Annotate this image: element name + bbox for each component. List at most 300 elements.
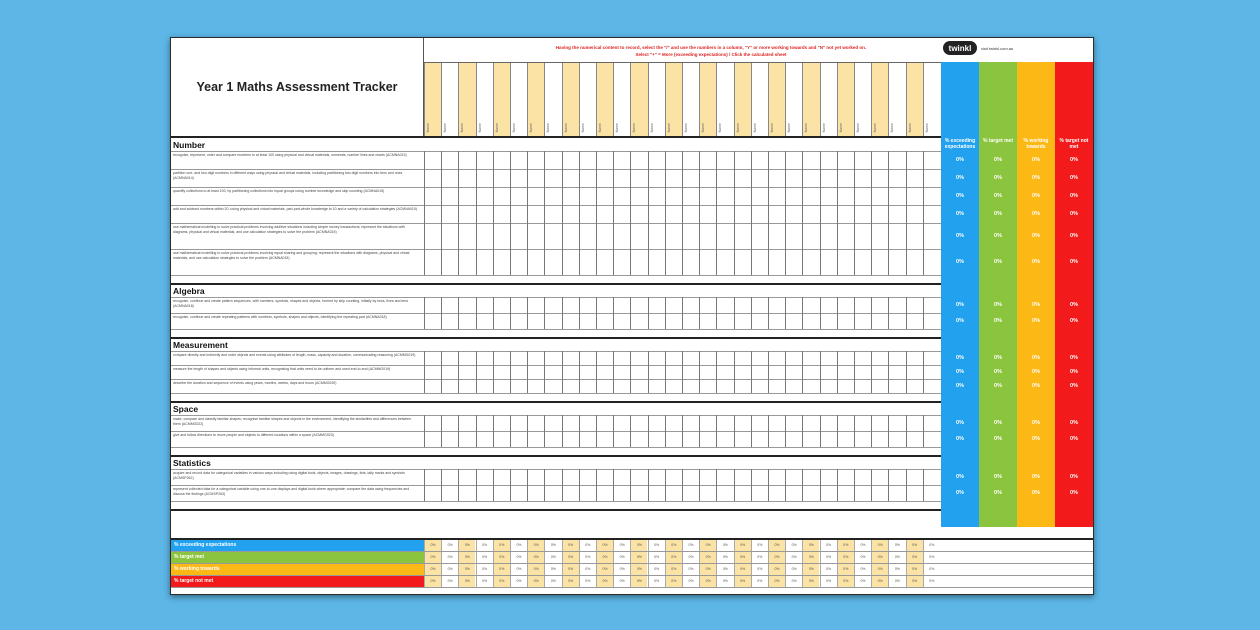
assessment-cell[interactable] [837,469,854,485]
assessment-cell[interactable] [630,469,647,485]
assessment-cell[interactable] [871,205,888,223]
assessment-cell[interactable] [716,431,733,447]
assessment-cell[interactable] [476,365,493,379]
assessment-cell[interactable] [682,187,699,205]
assessment-cell[interactable] [734,469,751,485]
assessment-cell[interactable] [871,297,888,313]
assessment-cell[interactable] [871,249,888,275]
assessment-cell[interactable] [837,223,854,249]
assessment-cell[interactable] [699,415,716,431]
assessment-cell[interactable] [648,415,665,431]
assessment-cell[interactable] [613,485,630,501]
assessment-cell[interactable] [424,379,441,393]
assessment-cell[interactable] [579,415,596,431]
assessment-cell[interactable] [768,365,785,379]
assessment-cell[interactable] [785,313,802,329]
assessment-cell[interactable] [751,313,768,329]
assessment-cell[interactable] [562,313,579,329]
assessment-cell[interactable] [441,249,458,275]
assessment-cell[interactable] [596,485,613,501]
assessment-cell[interactable] [458,223,475,249]
assessment-cell[interactable] [802,187,819,205]
assessment-cell[interactable] [699,379,716,393]
assessment-cell[interactable] [596,469,613,485]
assessment-cell[interactable] [476,205,493,223]
assessment-cell[interactable] [441,187,458,205]
assessment-cell[interactable] [493,169,510,187]
assessment-cell[interactable] [871,169,888,187]
assessment-cell[interactable] [716,205,733,223]
assessment-cell[interactable] [699,351,716,365]
pupil-name-header[interactable] [785,62,802,136]
assessment-cell[interactable] [734,415,751,431]
assessment-cell[interactable] [579,365,596,379]
assessment-cell[interactable] [820,415,837,431]
assessment-cell[interactable] [510,297,527,313]
assessment-cell[interactable] [871,313,888,329]
assessment-cell[interactable] [820,469,837,485]
assessment-cell[interactable] [476,187,493,205]
assessment-cell[interactable] [699,169,716,187]
assessment-cell[interactable] [871,151,888,169]
assessment-cell[interactable] [424,249,441,275]
assessment-cell[interactable] [888,485,905,501]
assessment-cell[interactable] [820,187,837,205]
assessment-cell[interactable] [630,431,647,447]
assessment-cell[interactable] [613,205,630,223]
assessment-cell[interactable] [544,205,561,223]
assessment-cell[interactable] [768,379,785,393]
assessment-cell[interactable] [544,223,561,249]
assessment-cell[interactable] [716,223,733,249]
assessment-cell[interactable] [802,485,819,501]
assessment-cell[interactable] [837,485,854,501]
assessment-cell[interactable] [510,469,527,485]
assessment-cell[interactable] [510,313,527,329]
assessment-cell[interactable] [648,205,665,223]
assessment-cell[interactable] [871,187,888,205]
assessment-cell[interactable] [562,249,579,275]
assessment-cell[interactable] [648,313,665,329]
assessment-cell[interactable] [785,365,802,379]
assessment-cell[interactable] [802,223,819,249]
assessment-cell[interactable] [493,379,510,393]
assessment-cell[interactable] [699,313,716,329]
assessment-cell[interactable] [424,431,441,447]
assessment-cell[interactable] [596,365,613,379]
assessment-cell[interactable] [906,379,923,393]
pupil-name-header[interactable] [493,62,510,136]
assessment-cell[interactable] [510,169,527,187]
assessment-cell[interactable] [734,431,751,447]
assessment-cell[interactable] [544,415,561,431]
pupil-name-header[interactable] [424,62,441,136]
assessment-cell[interactable] [544,365,561,379]
assessment-cell[interactable] [613,469,630,485]
assessment-cell[interactable] [458,379,475,393]
assessment-cell[interactable] [579,169,596,187]
assessment-cell[interactable] [665,313,682,329]
assessment-cell[interactable] [802,313,819,329]
assessment-cell[interactable] [785,351,802,365]
assessment-cell[interactable] [630,205,647,223]
assessment-cell[interactable] [510,249,527,275]
assessment-cell[interactable] [734,223,751,249]
assessment-cell[interactable] [837,249,854,275]
assessment-cell[interactable] [441,351,458,365]
assessment-cell[interactable] [596,415,613,431]
pupil-name-header[interactable] [665,62,682,136]
assessment-cell[interactable] [527,469,544,485]
assessment-cell[interactable] [682,431,699,447]
assessment-cell[interactable] [493,431,510,447]
assessment-cell[interactable] [527,379,544,393]
assessment-cell[interactable] [648,469,665,485]
assessment-cell[interactable] [510,151,527,169]
assessment-cell[interactable] [785,249,802,275]
assessment-cell[interactable] [493,485,510,501]
assessment-cell[interactable] [458,187,475,205]
assessment-cell[interactable] [665,365,682,379]
assessment-cell[interactable] [682,151,699,169]
assessment-cell[interactable] [802,365,819,379]
assessment-cell[interactable] [544,169,561,187]
assessment-cell[interactable] [613,365,630,379]
assessment-cell[interactable] [751,431,768,447]
assessment-cell[interactable] [579,431,596,447]
assessment-cell[interactable] [768,223,785,249]
pupil-name-header[interactable] [458,62,475,136]
assessment-cell[interactable] [871,223,888,249]
assessment-cell[interactable] [493,249,510,275]
assessment-cell[interactable] [906,365,923,379]
assessment-cell[interactable] [837,351,854,365]
assessment-cell[interactable] [768,469,785,485]
assessment-cell[interactable] [802,169,819,187]
assessment-cell[interactable] [699,431,716,447]
assessment-cell[interactable] [613,313,630,329]
assessment-cell[interactable] [476,249,493,275]
assessment-cell[interactable] [562,365,579,379]
assessment-cell[interactable] [476,297,493,313]
assessment-cell[interactable] [734,187,751,205]
assessment-cell[interactable] [888,351,905,365]
assessment-cell[interactable] [768,351,785,365]
assessment-cell[interactable] [544,431,561,447]
assessment-cell[interactable] [716,297,733,313]
assessment-cell[interactable] [888,469,905,485]
assessment-cell[interactable] [665,205,682,223]
assessment-cell[interactable] [510,187,527,205]
assessment-cell[interactable] [888,169,905,187]
assessment-cell[interactable] [527,205,544,223]
assessment-cell[interactable] [596,431,613,447]
assessment-cell[interactable] [888,205,905,223]
assessment-cell[interactable] [630,169,647,187]
assessment-cell[interactable] [665,415,682,431]
assessment-cell[interactable] [871,485,888,501]
assessment-cell[interactable] [699,187,716,205]
assessment-cell[interactable] [923,169,940,187]
assessment-cell[interactable] [682,205,699,223]
assessment-cell[interactable] [734,249,751,275]
assessment-cell[interactable] [751,379,768,393]
assessment-cell[interactable] [888,187,905,205]
assessment-cell[interactable] [544,249,561,275]
assessment-cell[interactable] [716,469,733,485]
assessment-cell[interactable] [562,415,579,431]
assessment-cell[interactable] [630,151,647,169]
assessment-cell[interactable] [699,469,716,485]
assessment-cell[interactable] [648,379,665,393]
assessment-cell[interactable] [734,485,751,501]
assessment-cell[interactable] [682,169,699,187]
assessment-cell[interactable] [527,187,544,205]
assessment-cell[interactable] [510,205,527,223]
assessment-cell[interactable] [888,223,905,249]
assessment-cell[interactable] [493,151,510,169]
assessment-cell[interactable] [854,169,871,187]
pupil-name-header[interactable] [613,62,630,136]
assessment-cell[interactable] [596,151,613,169]
assessment-cell[interactable] [458,297,475,313]
assessment-cell[interactable] [923,223,940,249]
assessment-cell[interactable] [854,223,871,249]
assessment-cell[interactable] [785,297,802,313]
pupil-name-header[interactable] [854,62,871,136]
assessment-cell[interactable] [613,169,630,187]
assessment-cell[interactable] [802,249,819,275]
assessment-cell[interactable] [458,415,475,431]
assessment-cell[interactable] [837,365,854,379]
assessment-cell[interactable] [785,151,802,169]
assessment-cell[interactable] [888,151,905,169]
assessment-cell[interactable] [751,151,768,169]
assessment-cell[interactable] [424,187,441,205]
assessment-cell[interactable] [648,169,665,187]
assessment-cell[interactable] [476,469,493,485]
assessment-cell[interactable] [682,297,699,313]
assessment-cell[interactable] [596,297,613,313]
assessment-cell[interactable] [579,151,596,169]
assessment-cell[interactable] [734,351,751,365]
assessment-cell[interactable] [820,365,837,379]
assessment-cell[interactable] [510,431,527,447]
assessment-cell[interactable] [785,469,802,485]
assessment-cell[interactable] [734,205,751,223]
assessment-cell[interactable] [527,297,544,313]
assessment-cell[interactable] [476,379,493,393]
assessment-cell[interactable] [579,223,596,249]
assessment-cell[interactable] [820,485,837,501]
assessment-cell[interactable] [682,249,699,275]
assessment-cell[interactable] [682,415,699,431]
pupil-name-header[interactable] [699,62,716,136]
assessment-cell[interactable] [493,187,510,205]
assessment-cell[interactable] [906,485,923,501]
assessment-cell[interactable] [424,169,441,187]
assessment-cell[interactable] [630,313,647,329]
assessment-cell[interactable] [854,249,871,275]
assessment-cell[interactable] [699,205,716,223]
assessment-cell[interactable] [544,297,561,313]
assessment-cell[interactable] [458,351,475,365]
assessment-cell[interactable] [923,431,940,447]
assessment-cell[interactable] [802,205,819,223]
assessment-cell[interactable] [458,469,475,485]
assessment-cell[interactable] [716,485,733,501]
assessment-cell[interactable] [768,297,785,313]
assessment-cell[interactable] [751,187,768,205]
assessment-cell[interactable] [854,297,871,313]
assessment-cell[interactable] [906,151,923,169]
assessment-cell[interactable] [630,485,647,501]
assessment-cell[interactable] [665,249,682,275]
assessment-cell[interactable] [682,223,699,249]
assessment-cell[interactable] [785,415,802,431]
assessment-cell[interactable] [751,469,768,485]
assessment-cell[interactable] [613,351,630,365]
pupil-name-header[interactable] [648,62,665,136]
assessment-cell[interactable] [562,205,579,223]
assessment-cell[interactable] [906,415,923,431]
assessment-cell[interactable] [648,485,665,501]
assessment-cell[interactable] [923,151,940,169]
assessment-cell[interactable] [871,415,888,431]
assessment-cell[interactable] [888,249,905,275]
assessment-cell[interactable] [716,187,733,205]
assessment-cell[interactable] [888,431,905,447]
assessment-cell[interactable] [510,365,527,379]
assessment-cell[interactable] [716,415,733,431]
assessment-cell[interactable] [596,205,613,223]
assessment-cell[interactable] [544,351,561,365]
assessment-cell[interactable] [682,351,699,365]
assessment-cell[interactable] [476,223,493,249]
assessment-cell[interactable] [820,205,837,223]
assessment-cell[interactable] [562,379,579,393]
assessment-cell[interactable] [923,469,940,485]
assessment-cell[interactable] [699,485,716,501]
pupil-name-header[interactable] [768,62,785,136]
assessment-cell[interactable] [682,379,699,393]
assessment-cell[interactable] [510,223,527,249]
assessment-cell[interactable] [751,223,768,249]
assessment-cell[interactable] [837,313,854,329]
assessment-cell[interactable] [699,365,716,379]
assessment-cell[interactable] [751,297,768,313]
assessment-cell[interactable] [562,187,579,205]
assessment-cell[interactable] [424,151,441,169]
assessment-cell[interactable] [871,379,888,393]
assessment-cell[interactable] [699,297,716,313]
assessment-cell[interactable] [441,169,458,187]
pupil-name-header[interactable] [820,62,837,136]
assessment-cell[interactable] [768,205,785,223]
assessment-cell[interactable] [648,187,665,205]
assessment-cell[interactable] [562,431,579,447]
assessment-cell[interactable] [527,169,544,187]
assessment-cell[interactable] [562,223,579,249]
assessment-cell[interactable] [458,169,475,187]
assessment-cell[interactable] [837,187,854,205]
pupil-name-header[interactable] [544,62,561,136]
assessment-cell[interactable] [837,169,854,187]
pupil-name-header[interactable] [527,62,544,136]
assessment-cell[interactable] [751,365,768,379]
assessment-cell[interactable] [630,187,647,205]
assessment-cell[interactable] [648,249,665,275]
pupil-name-header[interactable] [751,62,768,136]
assessment-cell[interactable] [665,151,682,169]
assessment-cell[interactable] [906,169,923,187]
assessment-cell[interactable] [888,379,905,393]
assessment-cell[interactable] [716,351,733,365]
assessment-cell[interactable] [906,187,923,205]
assessment-cell[interactable] [699,151,716,169]
assessment-cell[interactable] [424,485,441,501]
assessment-cell[interactable] [734,313,751,329]
assessment-cell[interactable] [716,379,733,393]
assessment-cell[interactable] [493,365,510,379]
assessment-cell[interactable] [923,313,940,329]
assessment-cell[interactable] [923,379,940,393]
assessment-cell[interactable] [785,431,802,447]
assessment-cell[interactable] [751,351,768,365]
assessment-cell[interactable] [441,297,458,313]
assessment-cell[interactable] [751,169,768,187]
assessment-cell[interactable] [596,169,613,187]
assessment-cell[interactable] [476,415,493,431]
assessment-cell[interactable] [802,379,819,393]
pupil-name-header[interactable] [923,62,940,136]
assessment-cell[interactable] [665,485,682,501]
assessment-cell[interactable] [458,485,475,501]
assessment-cell[interactable] [716,151,733,169]
assessment-cell[interactable] [751,205,768,223]
assessment-cell[interactable] [802,151,819,169]
assessment-cell[interactable] [768,151,785,169]
assessment-cell[interactable] [476,485,493,501]
assessment-cell[interactable] [837,151,854,169]
pupil-name-header[interactable] [562,62,579,136]
assessment-cell[interactable] [441,469,458,485]
assessment-cell[interactable] [527,249,544,275]
assessment-cell[interactable] [665,469,682,485]
assessment-cell[interactable] [854,313,871,329]
assessment-cell[interactable] [424,223,441,249]
assessment-cell[interactable] [837,431,854,447]
assessment-cell[interactable] [768,187,785,205]
assessment-cell[interactable] [544,379,561,393]
assessment-cell[interactable] [579,379,596,393]
pupil-name-header[interactable] [630,62,647,136]
pupil-name-header[interactable] [716,62,733,136]
assessment-cell[interactable] [906,223,923,249]
assessment-cell[interactable] [527,415,544,431]
assessment-cell[interactable] [785,485,802,501]
assessment-cell[interactable] [854,351,871,365]
assessment-cell[interactable] [527,313,544,329]
assessment-cell[interactable] [527,223,544,249]
assessment-cell[interactable] [424,205,441,223]
assessment-cell[interactable] [424,365,441,379]
assessment-cell[interactable] [854,469,871,485]
assessment-cell[interactable] [648,351,665,365]
assessment-cell[interactable] [768,249,785,275]
assessment-cell[interactable] [837,205,854,223]
assessment-cell[interactable] [888,297,905,313]
